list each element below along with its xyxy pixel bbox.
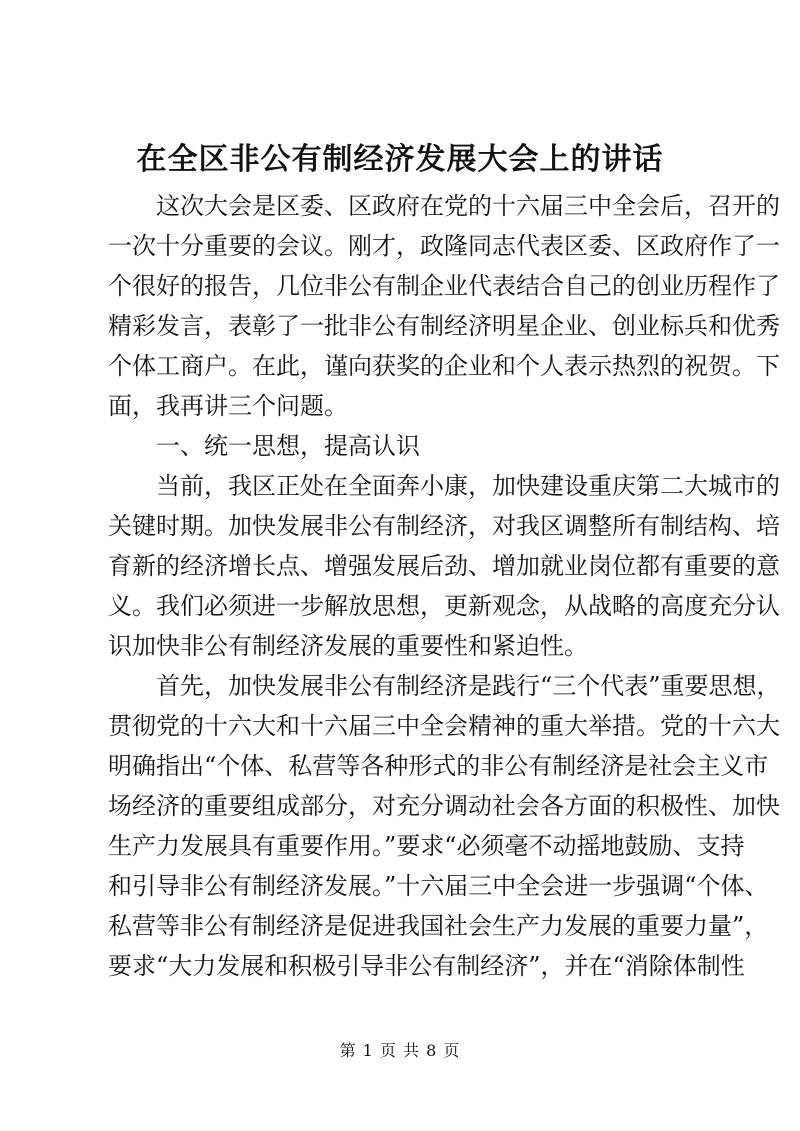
body-line: 识加快非公有制经济发展的重要性和紧迫性。 <box>108 632 588 660</box>
body-line: 关键时期。加快发展非公有制经济，对我区调整所有制结构、培 <box>108 512 780 540</box>
body-line: 个很好的报告，几位非公有制企业代表结合自己的创业历程作了 <box>108 272 780 300</box>
body-line: 一次十分重要的会议。刚才，政隆同志代表区委、区政府作了一 <box>108 232 780 260</box>
body-line: 这次大会是区委、区政府在党的十六届三中全会后，召开的 <box>156 192 780 220</box>
body-line: 贯彻党的十六大和十六届三中全会精神的重大举措。党的十六大 <box>108 712 780 740</box>
body-line: 首先，加快发展非公有制经济是践行“三个代表”重要思想， <box>156 672 781 700</box>
body-line: 义。我们必须进一步解放思想，更新观念，从战略的高度充分认 <box>108 592 780 620</box>
body-line: 当前，我区正处在全面奔小康，加快建设重庆第二大城市的 <box>156 472 780 500</box>
body-line: 个体工商户。在此，谨向获奖的企业和个人表示热烈的祝贺。下 <box>108 352 780 380</box>
section-heading: 一、统一思想，提高认识 <box>156 432 420 460</box>
body-line: 面，我再讲三个问题。 <box>108 392 348 420</box>
body-line: 私营等非公有制经济是促进我国社会生产力发展的重要力量”， <box>108 912 769 940</box>
body-line: 和引导非公有制经济发展。”十六届三中全会进一步强调“个体、 <box>108 872 769 900</box>
document-title: 在全区非公有制经济发展大会上的讲话 <box>136 142 664 177</box>
body-line: 育新的经济增长点、增强发展后劲、增加就业岗位都有重要的意 <box>108 552 780 580</box>
page-number-footer: 第 1 页 共 8 页 <box>339 1041 461 1060</box>
body-line: 明确指出“个体、私营等各种形式的非公有制经济是社会主义市 <box>108 752 769 780</box>
body-line: 精彩发言，表彰了一批非公有制经济明星企业、创业标兵和优秀 <box>108 312 780 340</box>
body-line: 场经济的重要组成部分，对充分调动社会各方面的积极性、加快 <box>108 792 780 820</box>
body-line: 生产力发展具有重要作用。”要求“必须毫不动摇地鼓励、支持 <box>108 832 745 860</box>
body-line: 要求“大力发展和积极引导非公有制经济”，并在“消除体制性 <box>108 952 745 980</box>
